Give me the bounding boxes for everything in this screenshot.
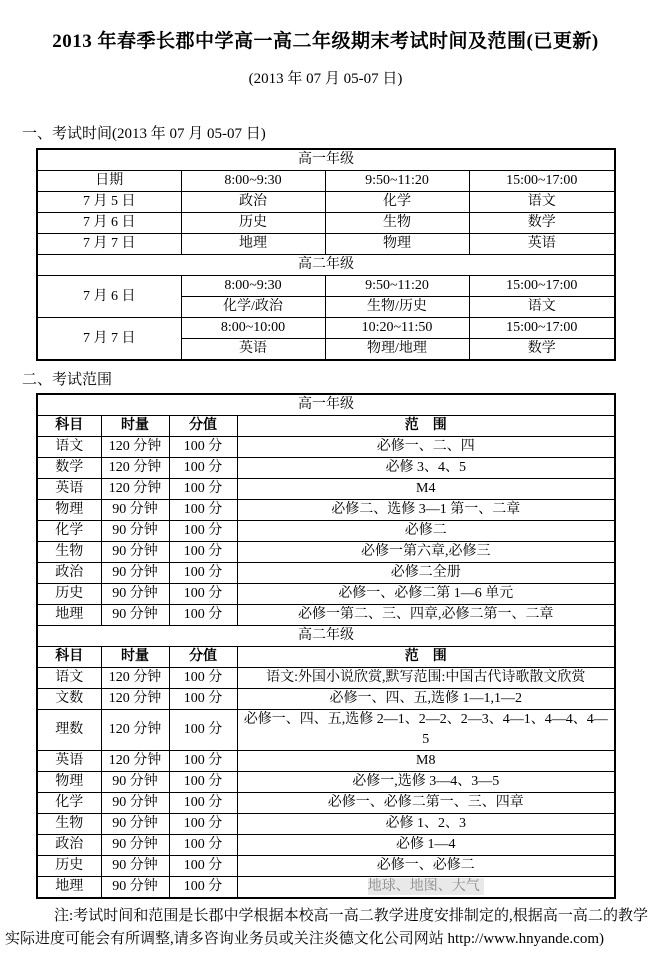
scope-cell: 必修一第二、三、四章,必修二第一、二章 <box>237 605 615 626</box>
scope-cell: M8 <box>237 751 615 772</box>
subject-cell: 数学 <box>469 339 615 361</box>
time-slot-header: 9:50~11:20 <box>325 171 469 192</box>
table-row <box>37 710 615 751</box>
subject-cell: 历史 <box>37 856 101 877</box>
subject-cell: 语文 <box>469 297 615 318</box>
subject-cell: 地理 <box>181 234 325 255</box>
score-cell: 100 分 <box>169 710 237 751</box>
subject-cell: 数学 <box>37 458 101 479</box>
footer-note: 注:考试时间和范围是长郡中学根据本校高一高二教学进度安排制定的,根据高一高二的教学实际进度可能会有所调整,请多咨询业务员或关注炎德文化公司网站 http://www.hnyande.com) <box>5 908 648 947</box>
score-cell: 100 分 <box>169 772 237 793</box>
score-cell: 100 分 <box>169 584 237 605</box>
table-row <box>37 626 615 647</box>
subject-cell: 地理 <box>37 605 101 626</box>
time-slot-cell: 8:00~9:30 <box>181 276 325 297</box>
subject-cell: 英语 <box>181 339 325 361</box>
scope-cell: 语文:外国小说欣赏,默写范围:中国古代诗歌散文欣赏 <box>237 668 615 689</box>
subject-cell: 生物 <box>37 814 101 835</box>
section-heading-exam-time: 一、考试时间(2013 年 07 月 05-07 日) <box>22 126 266 142</box>
table-row <box>37 500 615 521</box>
date-cell: 7 月 6 日 <box>37 276 181 318</box>
score-cell: 100 分 <box>169 521 237 542</box>
time-slot-cell: 15:00~17:00 <box>469 276 615 297</box>
duration-cell: 120 分钟 <box>101 668 169 689</box>
scope-column-header: 时量 <box>101 416 169 437</box>
subject-cell: 语文 <box>37 668 101 689</box>
scope-cell: 必修一、二、四 <box>237 437 615 458</box>
date-column-header: 日期 <box>37 171 181 192</box>
table-row <box>37 394 615 416</box>
score-cell: 100 分 <box>169 563 237 584</box>
scope-cell: 必修一、必修二第一、三、四章 <box>237 793 615 814</box>
grade1-header: 高一年级 <box>37 149 615 171</box>
grade2-header: 高二年级 <box>37 626 615 647</box>
subject-cell: 历史 <box>181 213 325 234</box>
table-row <box>37 149 615 171</box>
table-row <box>37 814 615 835</box>
subject-cell: 英语 <box>37 751 101 772</box>
table-row <box>37 668 615 689</box>
score-cell: 100 分 <box>169 479 237 500</box>
scope-cell: 必修一第六章,必修三 <box>237 542 615 563</box>
subject-cell: 数学 <box>469 213 615 234</box>
duration-cell: 90 分钟 <box>101 814 169 835</box>
date-cell: 7 月 6 日 <box>37 213 181 234</box>
table-row <box>37 563 615 584</box>
table-row <box>37 835 615 856</box>
date-cell: 7 月 7 日 <box>37 234 181 255</box>
date-cell: 7 月 7 日 <box>37 318 181 361</box>
scope-column-header: 范 围 <box>237 416 615 437</box>
subject-cell: 化学 <box>37 521 101 542</box>
table-row <box>37 542 615 563</box>
table-row <box>37 772 615 793</box>
scope-column-header: 分值 <box>169 416 237 437</box>
duration-cell: 90 分钟 <box>101 584 169 605</box>
subject-cell: 文数 <box>37 689 101 710</box>
duration-cell: 120 分钟 <box>101 458 169 479</box>
scope-cell <box>237 877 615 899</box>
subject-cell: 生物 <box>37 542 101 563</box>
scope-cell: 必修一、四、五,选修 2—1、2—2、2—3、4—1、4—4、4—5 <box>237 710 615 751</box>
scope-cell: 必修一、必修二第 1—6 单元 <box>237 584 615 605</box>
table-row <box>37 521 615 542</box>
subject-cell: 生物/历史 <box>325 297 469 318</box>
scope-cell: 必修二、选修 3—1 第一、二章 <box>237 500 615 521</box>
subject-cell: 地理 <box>37 877 101 899</box>
score-cell: 100 分 <box>169 458 237 479</box>
scope-cell: 必修二 <box>237 521 615 542</box>
subject-cell: 语文 <box>469 192 615 213</box>
score-cell: 100 分 <box>169 751 237 772</box>
subject-cell: 理数 <box>37 710 101 751</box>
table-row <box>37 877 615 899</box>
table-row <box>37 584 615 605</box>
subject-cell: 物理 <box>37 772 101 793</box>
subject-cell: 政治 <box>37 563 101 584</box>
grade1-header: 高一年级 <box>37 394 615 416</box>
scope-cell: 必修 3、4、5 <box>237 458 615 479</box>
scope-cell: 必修 1—4 <box>237 835 615 856</box>
score-cell: 100 分 <box>169 689 237 710</box>
table-row <box>37 171 615 192</box>
table-row <box>37 255 615 276</box>
scope-cell: M4 <box>237 479 615 500</box>
score-cell: 100 分 <box>169 500 237 521</box>
table-row <box>37 751 615 772</box>
subject-cell: 化学 <box>37 793 101 814</box>
subject-cell: 政治 <box>37 835 101 856</box>
table-row <box>37 234 615 255</box>
duration-cell: 90 分钟 <box>101 877 169 899</box>
subject-cell: 历史 <box>37 584 101 605</box>
duration-cell: 120 分钟 <box>101 751 169 772</box>
duration-cell: 120 分钟 <box>101 710 169 751</box>
duration-cell: 120 分钟 <box>101 479 169 500</box>
section-heading-exam-scope: 二、考试范围 <box>22 372 113 388</box>
scope-cell: 必修一、四、五,选修 1—1,1—2 <box>237 689 615 710</box>
table-row <box>37 458 615 479</box>
subject-cell: 政治 <box>181 192 325 213</box>
table-row <box>37 213 615 234</box>
table-row <box>37 689 615 710</box>
scope-column-header: 时量 <box>101 647 169 668</box>
scope-column-header: 分值 <box>169 647 237 668</box>
table-row <box>37 192 615 213</box>
duration-cell: 90 分钟 <box>101 521 169 542</box>
scope-cell: 必修一,选修 3—4、3—5 <box>237 772 615 793</box>
score-cell: 100 分 <box>169 793 237 814</box>
time-slot-cell: 9:50~11:20 <box>325 276 469 297</box>
time-slot-cell: 10:20~11:50 <box>325 318 469 339</box>
time-slot-header: 8:00~9:30 <box>181 171 325 192</box>
scope-cell: 必修 1、2、3 <box>237 814 615 835</box>
subject-cell: 生物 <box>325 213 469 234</box>
table-row <box>37 793 615 814</box>
highlighted-text: 地球、地图、大气 <box>368 878 484 895</box>
score-cell: 100 分 <box>169 437 237 458</box>
time-slot-cell: 15:00~17:00 <box>469 318 615 339</box>
score-cell: 100 分 <box>169 877 237 899</box>
score-cell: 100 分 <box>169 668 237 689</box>
grade2-header: 高二年级 <box>37 255 615 276</box>
table-row <box>37 479 615 500</box>
duration-cell: 90 分钟 <box>101 835 169 856</box>
score-cell: 100 分 <box>169 605 237 626</box>
score-cell: 100 分 <box>169 542 237 563</box>
duration-cell: 90 分钟 <box>101 500 169 521</box>
duration-cell: 90 分钟 <box>101 563 169 584</box>
subject-cell: 物理/地理 <box>325 339 469 361</box>
duration-cell: 90 分钟 <box>101 793 169 814</box>
subject-cell: 语文 <box>37 437 101 458</box>
subject-cell: 物理 <box>37 500 101 521</box>
subject-cell: 化学/政治 <box>181 297 325 318</box>
scope-cell: 必修一、必修二 <box>237 856 615 877</box>
duration-cell: 90 分钟 <box>101 772 169 793</box>
duration-cell: 90 分钟 <box>101 605 169 626</box>
scope-column-header: 范 围 <box>237 647 615 668</box>
table-row <box>37 647 615 668</box>
table-row <box>37 416 615 437</box>
date-cell: 7 月 5 日 <box>37 192 181 213</box>
table-row <box>37 605 615 626</box>
subject-cell: 化学 <box>325 192 469 213</box>
scope-column-header: 科目 <box>37 647 101 668</box>
subject-cell: 物理 <box>325 234 469 255</box>
table-row <box>37 318 615 339</box>
table-row <box>37 437 615 458</box>
subject-cell: 英语 <box>37 479 101 500</box>
duration-cell: 90 分钟 <box>101 542 169 563</box>
time-slot-cell: 8:00~10:00 <box>181 318 325 339</box>
table-row <box>37 856 615 877</box>
duration-cell: 120 分钟 <box>101 689 169 710</box>
exam-scope-table <box>36 393 616 899</box>
score-cell: 100 分 <box>169 835 237 856</box>
table-row <box>37 276 615 297</box>
document-subtitle: (2013 年 07 月 05-07 日) <box>248 71 403 87</box>
exam-schedule-table <box>36 148 616 361</box>
scope-column-header: 科目 <box>37 416 101 437</box>
document-title: 2013 年春季长郡中学高一高二年级期末考试时间及范围(已更新) <box>52 31 599 52</box>
duration-cell: 90 分钟 <box>101 856 169 877</box>
score-cell: 100 分 <box>169 814 237 835</box>
duration-cell: 120 分钟 <box>101 437 169 458</box>
score-cell: 100 分 <box>169 856 237 877</box>
scope-cell: 必修二全册 <box>237 563 615 584</box>
subject-cell: 英语 <box>469 234 615 255</box>
time-slot-header: 15:00~17:00 <box>469 171 615 192</box>
